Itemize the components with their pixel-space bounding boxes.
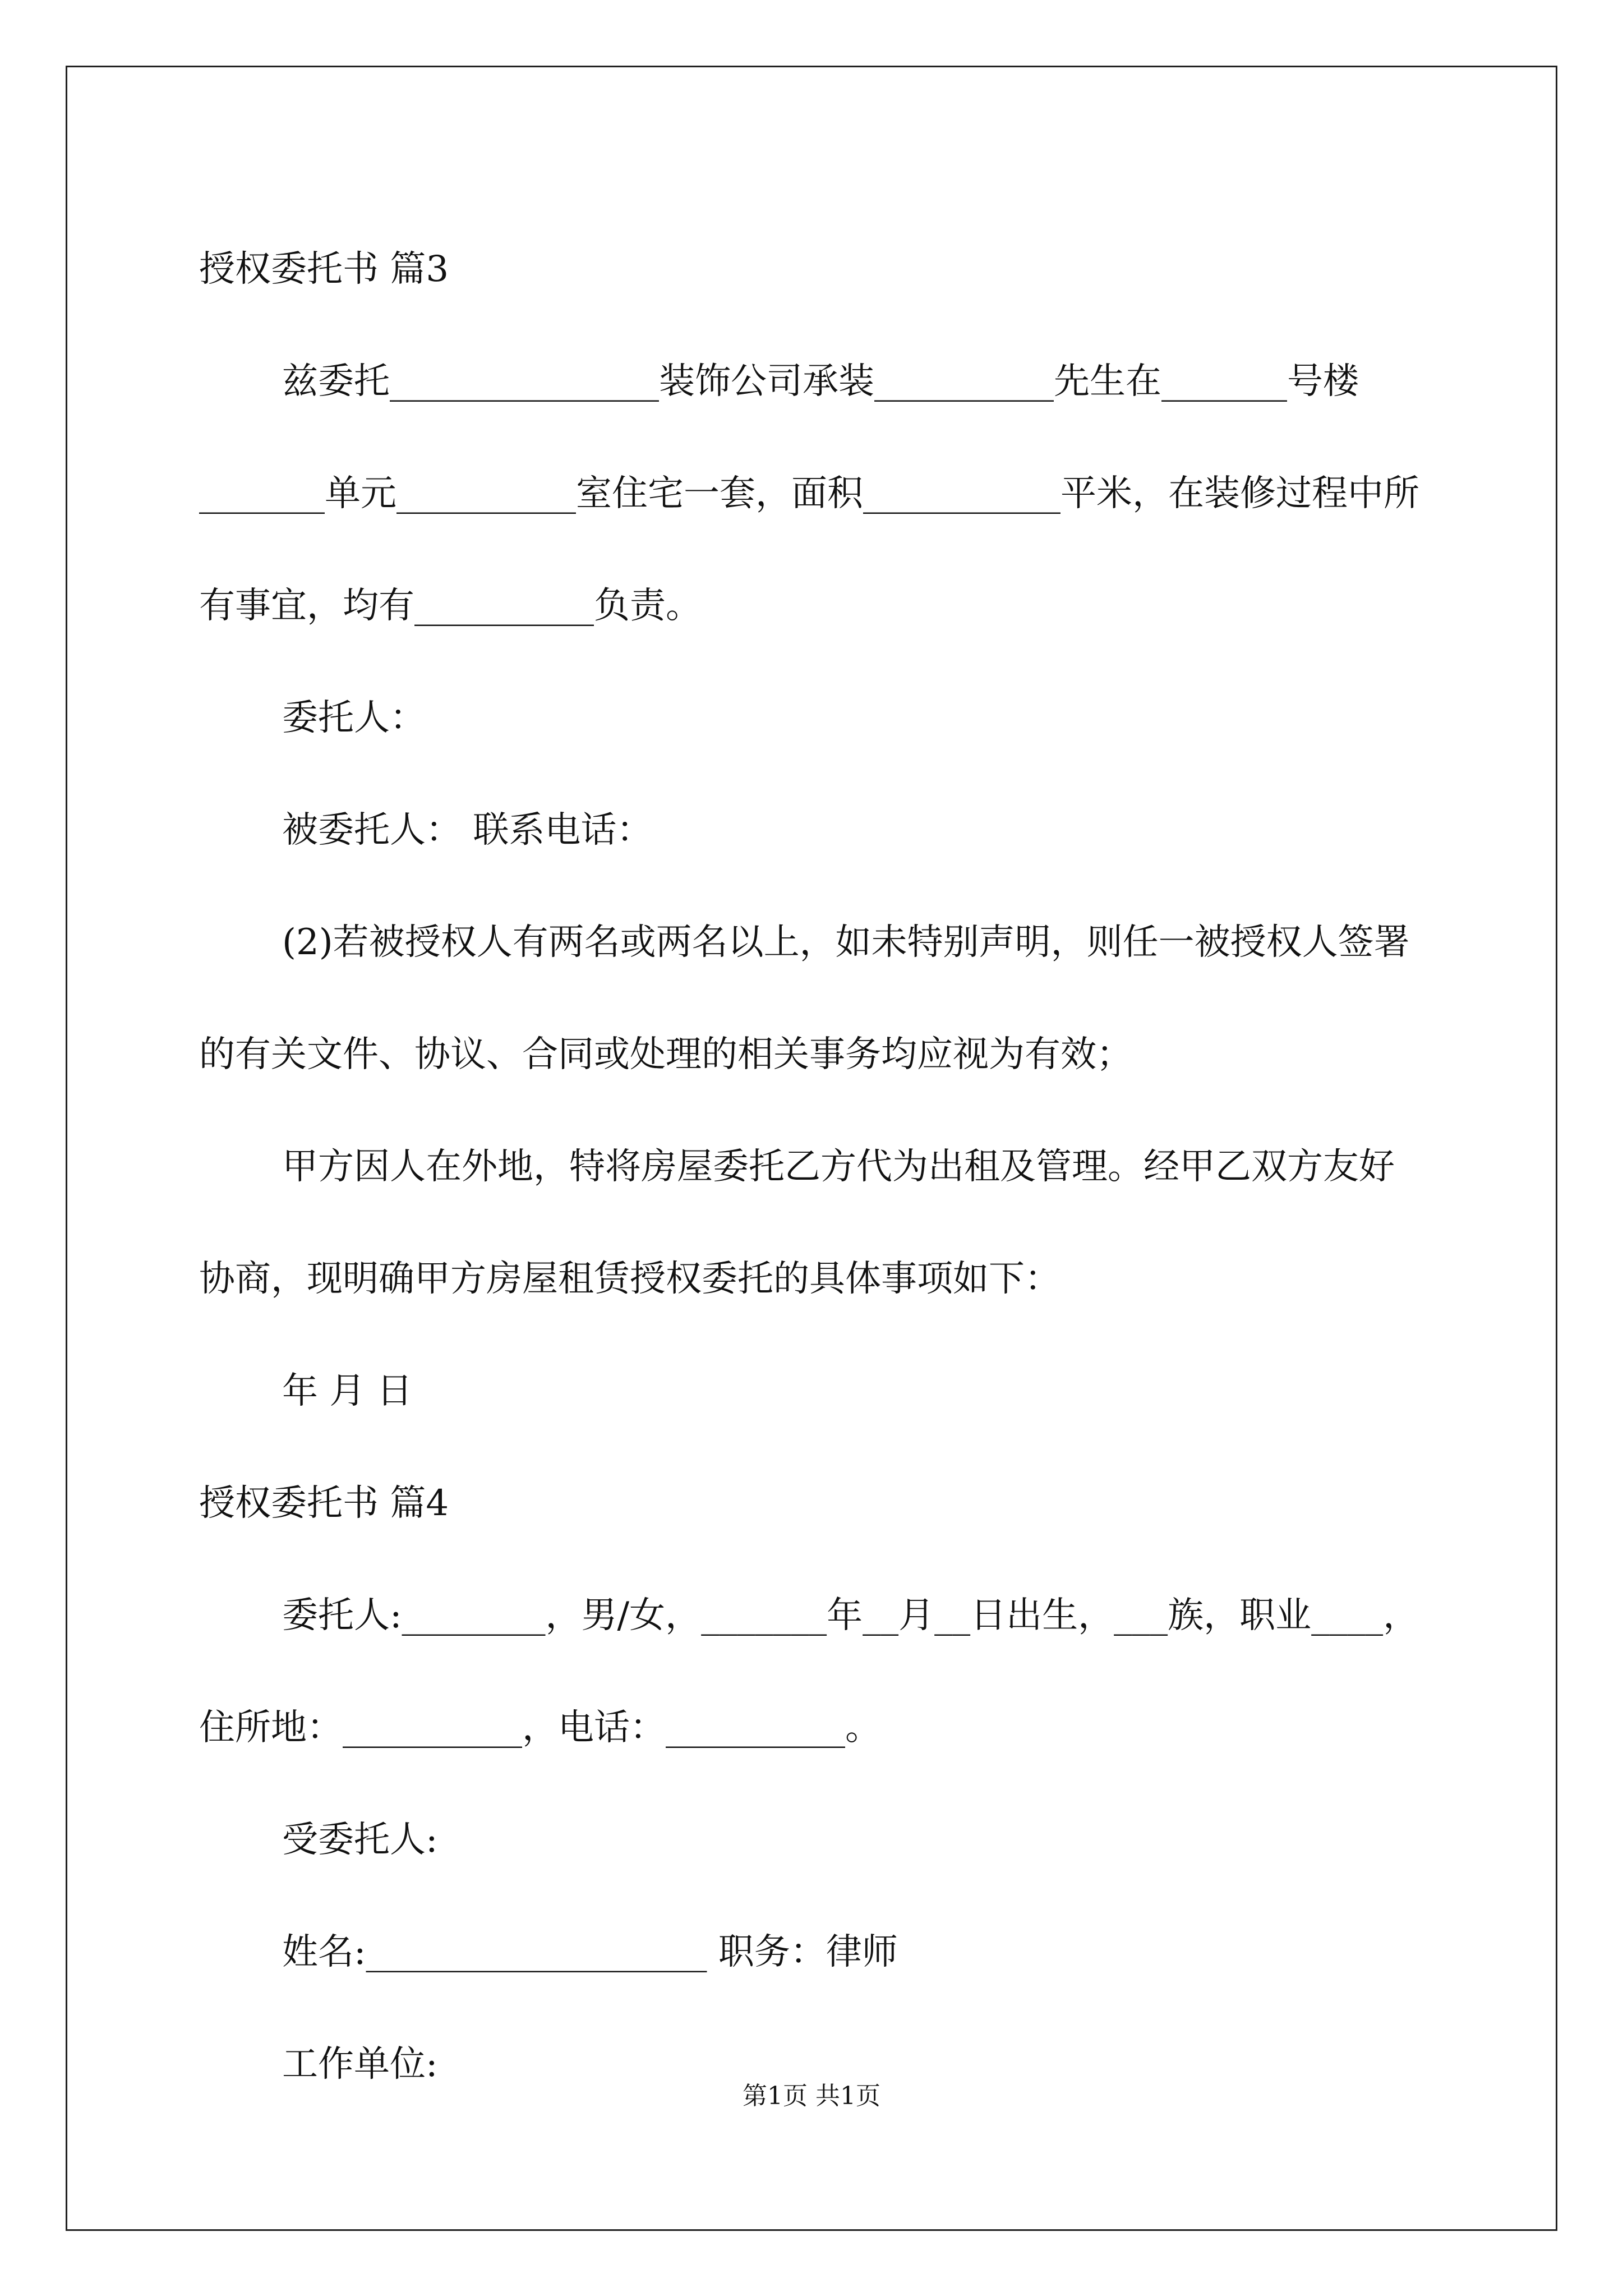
paragraph-principal: 委托人：: [282, 697, 426, 739]
paragraph-name-position: 姓名:___________________ 职务：律师: [282, 1931, 898, 1973]
page-footer: 第1页 共1页: [743, 2082, 880, 2110]
paragraph-entrustment-decoration: 兹委托_______________装饰公司承装__________先生在_______号楼_______单元__________室住宅一套，面积___________平米，在装修过程中所有事宜，均有__________负责。: [199, 361, 1419, 627]
paragraph-rental-management: 甲方因人在外地，特将房屋委托乙方代为出租及管理。经甲乙双方友好协商，现明确甲方房屋租赁授权委托的具体事项如下：: [199, 1146, 1395, 1300]
document-body: [199, 213, 1422, 2120]
paragraph-multiple-agents: (2)若被授权人有两名或两名以上，如未特别声明，则任一被授权人签署的有关文件、协议、合同或处理的相关事务均应视为有效；: [199, 922, 1410, 1075]
section-title-4: 授权委托书 篇4: [199, 1483, 449, 1524]
paragraph-agent: 受委托人:: [282, 1819, 438, 1861]
paragraph-date: 年 月 日: [282, 1370, 413, 1412]
paragraph-work-unit: 工作单位:: [282, 2044, 438, 2085]
paragraph-principal-details: 委托人:________，男/女，_______年__月__日出生，___族，职业____，住所地：__________，电话：__________。: [199, 1595, 1419, 1749]
section-title-3: 授权委托书 篇3: [199, 249, 449, 290]
paragraph-agent-contact: 被委托人： 联系电话：: [282, 809, 653, 851]
